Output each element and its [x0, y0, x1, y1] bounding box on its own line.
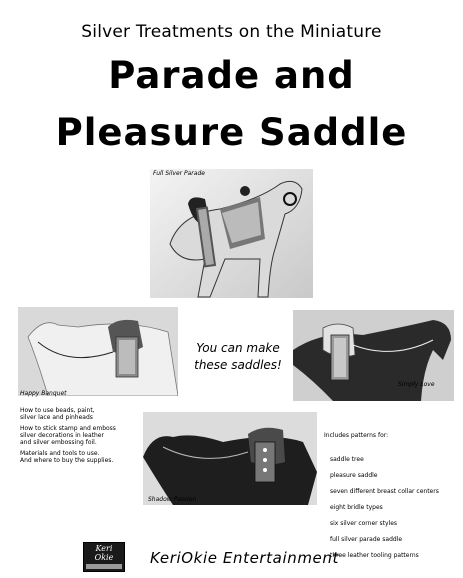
horse-illustration [18, 307, 178, 396]
callout [180, 340, 296, 374]
subtitle: Silver Treatments on the Miniature [81, 22, 382, 42]
pattern-item: saddle tree [330, 456, 364, 463]
publisher-name: KeriOkie Entertainment [150, 549, 339, 567]
pattern-item: three leather tooling patterns [330, 552, 419, 559]
left-feature-1: How to use beads, paint, silver lace and pinheads [20, 407, 95, 421]
publisher-logo [83, 542, 125, 572]
logo-text-line-1: Keri [95, 544, 113, 553]
caption-happy-banquet: Happy Banquet [20, 390, 67, 397]
pattern-item: full silver parade saddle [330, 536, 403, 543]
caption-simply-love: Simply Love [398, 381, 435, 388]
pattern-item: seven different breast collar centers [330, 488, 439, 495]
pattern-item: eight bridle types [330, 504, 383, 511]
pattern-item: pleasure saddle [330, 472, 378, 479]
left-feature-2: How to stick stamp and emboss silver decorations in leather and silver embossing foil. [20, 425, 116, 446]
pattern-item: six silver corner styles [330, 520, 398, 527]
title-line-1: Parade and [108, 54, 355, 97]
logo-underline [86, 564, 122, 569]
caption-shadow-passion: Shadow Passion [148, 496, 197, 503]
left-feature-list [20, 407, 142, 468]
horse-illustration [143, 412, 317, 505]
title-line-2: Pleasure Saddle [55, 111, 408, 154]
left-feature-3: Materials and tools to use. And where to buy the supplies. [20, 450, 114, 464]
callout-line-1: You can make [196, 341, 280, 355]
photo-happy-banquet [18, 307, 178, 396]
horse-illustration [150, 169, 313, 298]
pattern-list-heading: Includes patterns for: [324, 432, 389, 439]
photo-shadow-passion [143, 412, 317, 505]
caption-full-silver-parade: Full Silver Parade [153, 170, 205, 177]
callout-line-2: these saddles! [194, 358, 282, 372]
logo-text-line-2: Okie [94, 553, 114, 562]
photo-full-silver-parade [150, 169, 313, 298]
